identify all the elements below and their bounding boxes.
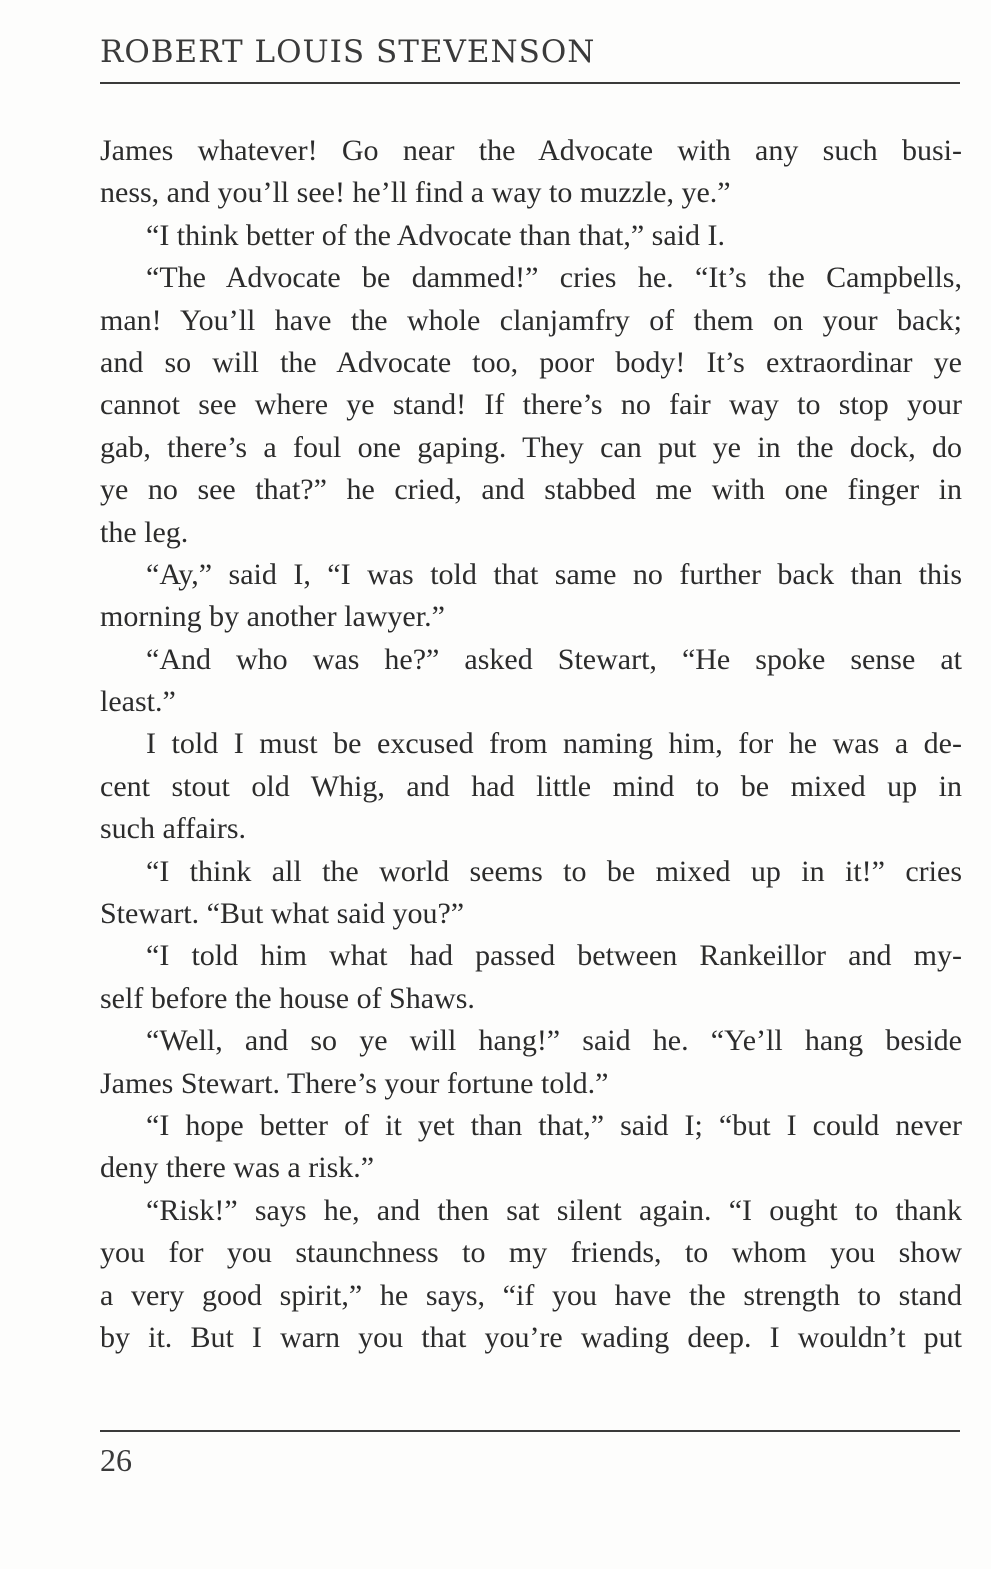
text-line: self before the house of Shaws. <box>100 981 475 1015</box>
text-line: cent stout old Whig, and had little mind to be mixed up in <box>100 769 962 803</box>
running-head: ROBERT LOUIS STEVENSON <box>100 34 596 70</box>
text-line: Stewart. “But what said you?” <box>100 897 465 931</box>
text-line: such affairs. <box>100 812 247 846</box>
text-line: ness, and you’ll see! he’ll find a way to muzzle, ye.” <box>100 176 731 210</box>
text-line: gab, there’s a foul one gaping. They can put ye in the dock, do <box>100 430 962 464</box>
header-rule <box>100 82 960 84</box>
text-line: man! You’ll have the whole clanjamfry of them on your back; <box>100 303 962 337</box>
text-line: “Risk!” says he, and then sat silent again. “I ought to thank <box>146 1193 962 1227</box>
text-line: “The Advocate be dammed!” cries he. “It’s the Campbells, <box>146 261 962 295</box>
footer-rule <box>100 1430 960 1432</box>
body-text <box>100 130 962 1359</box>
text-line: ye no see that?” he cried, and stabbed me with one finger in <box>100 473 962 507</box>
text-line: you for you staunchness to my friends, to whom you show <box>100 1236 962 1270</box>
text-line: the leg. <box>100 515 189 549</box>
text-line: “And who was he?” asked Stewart, “He spoke sense at <box>146 642 962 676</box>
text-line: “I think all the world seems to be mixed up in it!” cries <box>146 854 962 888</box>
text-line: a very good spirit,” he says, “if you have the strength to stand <box>100 1278 962 1312</box>
page-number: 26 <box>100 1442 132 1478</box>
text-line: “Well, and so ye will hang!” said he. “Ye’ll hang beside <box>146 1024 962 1058</box>
text-line: morning by another lawyer.” <box>100 600 445 634</box>
text-line: James whatever! Go near the Advocate with any such busi- <box>100 134 962 167</box>
text-line: “I think better of the Advocate than that,” said I. <box>146 218 725 252</box>
text-line: “I hope better of it yet than that,” said I; “but I could never <box>146 1108 962 1142</box>
text-line: “Ay,” said I, “I was told that same no further back than this <box>146 557 962 591</box>
text-line: least.” <box>100 685 176 719</box>
text-line: I told I must be excused from naming him, for he was a de- <box>146 727 962 761</box>
text-line: deny there was a risk.” <box>100 1151 375 1185</box>
text-line: and so will the Advocate too, poor body! It’s extraordinar ye <box>100 345 962 379</box>
text-line: cannot see where ye stand! If there’s no fair way to stop your <box>100 388 962 422</box>
text-line: “I told him what had passed between Rankeillor and my- <box>146 939 962 973</box>
text-line: James Stewart. There’s your fortune told.” <box>100 1066 609 1100</box>
text-line: by it. But I warn you that you’re wading deep. I wouldn’t put <box>100 1320 962 1354</box>
